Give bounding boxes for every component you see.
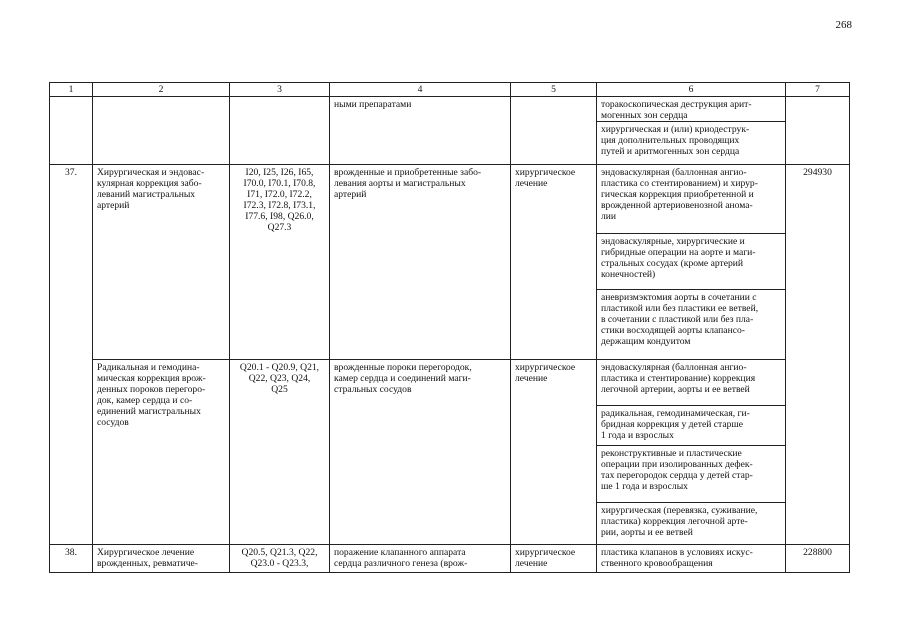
name-cell: Хирургическая и эндовас- кулярная коррекция забо- леваний магистральных артерий — [93, 165, 230, 360]
kind-cell: хирургическое лечение — [511, 360, 597, 545]
model-cell: ными препаратами — [330, 97, 511, 165]
codes-cell: Q20.1 - Q20.9, Q21, Q22, Q23, Q24, Q25 — [230, 360, 330, 545]
model-cell: врожденные и приобретенные забо- левания аорты и магистральных артерий — [330, 165, 511, 360]
kind-cell: хирургическое лечение — [511, 545, 597, 573]
method-cell: реконструктивные и пластические операции при изолированных дефек- тах перегородок сердца у детей стар- ше 1 года и взрослых — [597, 446, 786, 503]
header-cell: 2 — [93, 83, 230, 97]
medical-care-table — [49, 82, 850, 573]
row-number: 37. — [50, 165, 93, 360]
codes-cell: I20, I25, I26, I65, I70.0, I70.1, I70.8, I71, I72.0, I72.2, I72.3, I72.8, I73.1, I77.6, I98, Q26.0, Q27.3 — [230, 165, 330, 360]
cost-cell — [786, 97, 850, 165]
header-cell: 6 — [597, 83, 786, 97]
table-row — [50, 165, 850, 234]
codes-cell — [230, 97, 330, 165]
name-cell: Радикальная и гемодина- мическая коррекция врож- денных пороков перегоро- док, камер сердца и со- единений магистральных сосудов — [93, 360, 230, 545]
page-number: 268 — [835, 19, 852, 31]
codes-cell: Q20.5, Q21.3, Q22, Q23.0 - Q23.3, — [230, 545, 330, 573]
kind-cell — [511, 97, 597, 165]
name-cell: Хирургическое лечение врожденных, ревматиче- — [93, 545, 230, 573]
row-number: 38. — [50, 545, 93, 573]
model-cell: врожденные пороки перегородок, камер сердца и соединений маги- стральных сосудов — [330, 360, 511, 545]
header-cell: 1 — [50, 83, 93, 97]
name-cell — [93, 97, 230, 165]
method-cell: хирургическая (перевязка, суживание, пластика) коррекция легочной арте- рии, аорты и ее ветвей — [597, 503, 786, 545]
method-cell: аневризмэктомия аорты в сочетании с пластикой или без пластики ее ветвей, в сочетании с пластикой или без пла- стики восходящей аорты клапансо- держащим кондуитом — [597, 290, 786, 360]
method-cell: эндоваскулярная (баллонная ангио- пластика и стентирование) коррекция легочной артерии, аорты и ее ветвей — [597, 360, 786, 406]
method-cell: эндоваскулярные, хирургические и гибридные операции на аорте и маги- стральных сосудах (кроме артерий конечностей) — [597, 234, 786, 290]
method-cell: эндоваскулярная (баллонная ангио- пластика со стентированием) и хирур- гическая коррекция приобретенной и врожденной артериовенозной анома- лии — [597, 165, 786, 234]
method-cell: торакоскопическая деструкция арит- могенных зон сердца — [597, 97, 786, 122]
method-cell: хирургическая и (или) криодеструк- ция дополнительных проводящих путей и аритмогенных зон сердца — [597, 122, 786, 165]
header-row — [50, 83, 850, 97]
cost-cell: 228800 — [786, 545, 850, 573]
cost-cell: 294930 — [786, 165, 850, 545]
num-cell — [50, 360, 93, 545]
model-cell: поражение клапанного аппарата сердца различного генеза (врож- — [330, 545, 511, 573]
num-cell — [50, 97, 93, 165]
method-cell: пластика клапанов в условиях искус- ственного кровообращения — [597, 545, 786, 573]
header-cell: 7 — [786, 83, 850, 97]
method-cell: радикальная, гемодинамическая, ги- бридная коррекция у детей старше 1 года и взрослых — [597, 406, 786, 446]
kind-cell: хирургическое лечение — [511, 165, 597, 360]
header-cell: 4 — [330, 83, 511, 97]
table-row — [50, 97, 850, 122]
table-row — [50, 360, 850, 406]
header-cell: 5 — [511, 83, 597, 97]
table-row — [50, 545, 850, 573]
header-cell: 3 — [230, 83, 330, 97]
